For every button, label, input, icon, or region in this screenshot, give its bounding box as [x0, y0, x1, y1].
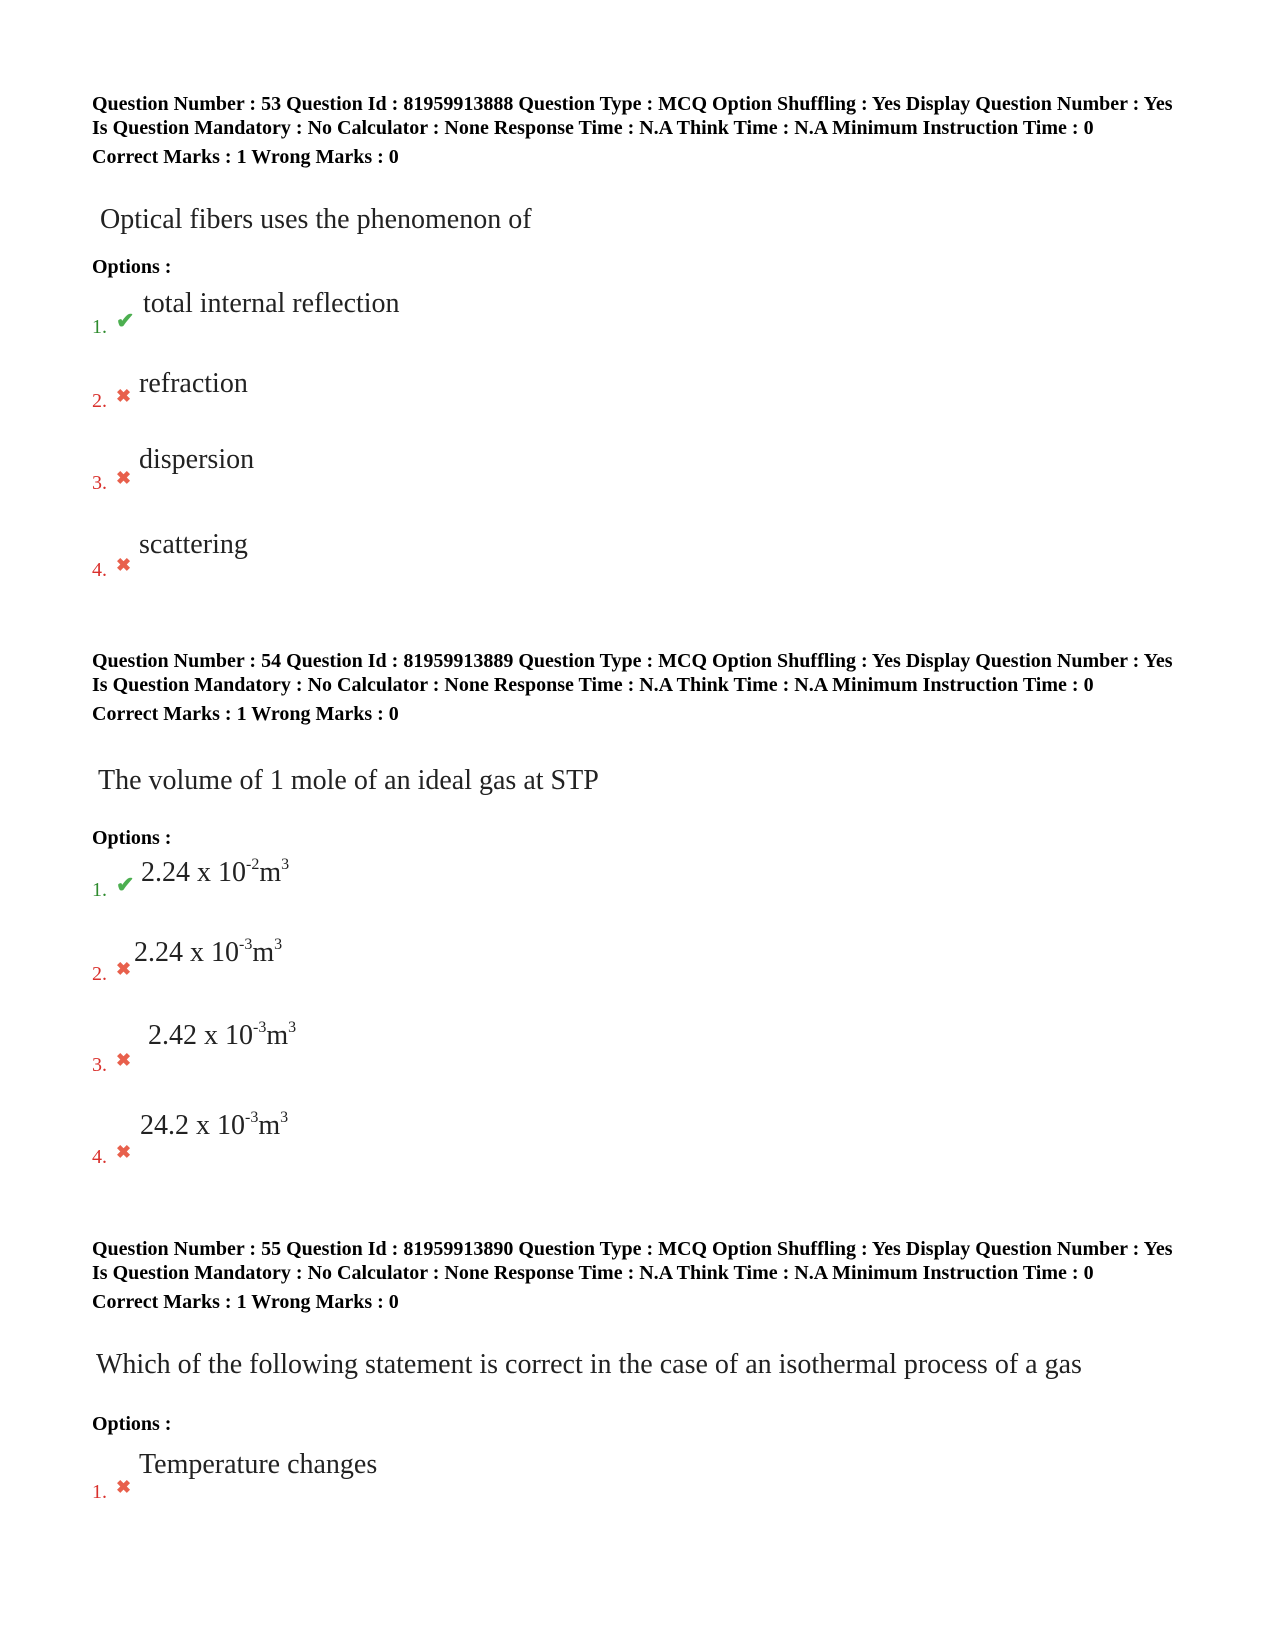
option-value: 24.2 x $10^{-3}m^3$ — [140, 1109, 289, 1141]
option-3 — [92, 1019, 692, 1076]
option-2 — [92, 368, 692, 412]
cross-icon: ✖ — [116, 468, 132, 488]
question-55 — [92, 1237, 1192, 1503]
option-text: dispersion — [139, 444, 255, 475]
option-3 — [92, 444, 692, 494]
question-marks: Correct Marks : 1 Wrong Marks : 0 — [92, 146, 399, 168]
option-value: 2.42 x $10^{-3}m^3$ — [148, 1019, 297, 1051]
question-stem: The volume of 1 mole of an ideal gas at STP — [98, 765, 599, 796]
options-label: Options : — [92, 256, 172, 278]
options-label: Options : — [92, 1413, 172, 1435]
option-2 — [92, 936, 692, 985]
option-number: 1. — [92, 879, 107, 901]
question-marks: Correct Marks : 1 Wrong Marks : 0 — [92, 1291, 399, 1313]
question-54 — [92, 649, 1192, 1168]
cross-icon: ✖ — [116, 959, 132, 979]
cross-icon: ✖ — [116, 1477, 132, 1497]
options-label: Options : — [92, 827, 172, 849]
option-4 — [92, 529, 692, 581]
option-value: 2.24 x $10^{-2}m^3$ — [141, 856, 290, 888]
option-number: 3. — [92, 472, 107, 494]
check-icon: ✔ — [116, 308, 135, 333]
option-number: 4. — [92, 559, 107, 581]
option-1 — [92, 288, 692, 338]
option-1 — [92, 856, 692, 901]
question-marks: Correct Marks : 1 Wrong Marks : 0 — [92, 703, 399, 725]
cross-icon: ✖ — [116, 1050, 132, 1070]
option-number: 2. — [92, 390, 107, 412]
option-number: 3. — [92, 1054, 107, 1076]
question-meta: Question Number : 54 Question Id : 81959913889 Question Type : MCQ Option Shuffling : Yes Display Question Number : Yes Is Question Mandatory : No Calculator : None Response Time : N.A Think Time : N.A Minimum Instruction Time : 0 — [92, 650, 1173, 696]
option-number: 4. — [92, 1146, 107, 1168]
option-number: 2. — [92, 963, 107, 985]
option-text: total internal reflection — [143, 288, 400, 319]
option-text: refraction — [139, 368, 248, 399]
option-value: 2.24 x $10^{-3}m^3$ — [134, 936, 283, 968]
question-stem: Which of the following statement is correct in the case of an isothermal process of a gas — [96, 1349, 1082, 1380]
option-4 — [92, 1109, 692, 1168]
option-number: 1. — [92, 316, 107, 338]
question-meta: Question Number : 55 Question Id : 81959913890 Question Type : MCQ Option Shuffling : Yes Display Question Number : Yes Is Question Mandatory : No Calculator : None Response Time : N.A Think Time : N.A Minimum Instruction Time : 0 — [92, 1238, 1173, 1284]
question-stem: Optical fibers uses the phenomenon of — [100, 204, 532, 235]
question-53 — [92, 92, 1192, 581]
option-1 — [92, 1449, 692, 1503]
cross-icon: ✖ — [116, 555, 132, 575]
option-text: scattering — [139, 529, 248, 560]
cross-icon: ✖ — [116, 1142, 132, 1162]
check-icon: ✔ — [116, 872, 135, 897]
option-text: Temperature changes — [139, 1449, 378, 1480]
option-number: 1. — [92, 1481, 107, 1503]
question-meta: Question Number : 53 Question Id : 81959913888 Question Type : MCQ Option Shuffling : Yes Display Question Number : Yes Is Question Mandatory : No Calculator : None Response Time : N.A Think Time : N.A Minimum Instruction Time : 0 — [92, 93, 1173, 139]
cross-icon: ✖ — [116, 386, 132, 406]
